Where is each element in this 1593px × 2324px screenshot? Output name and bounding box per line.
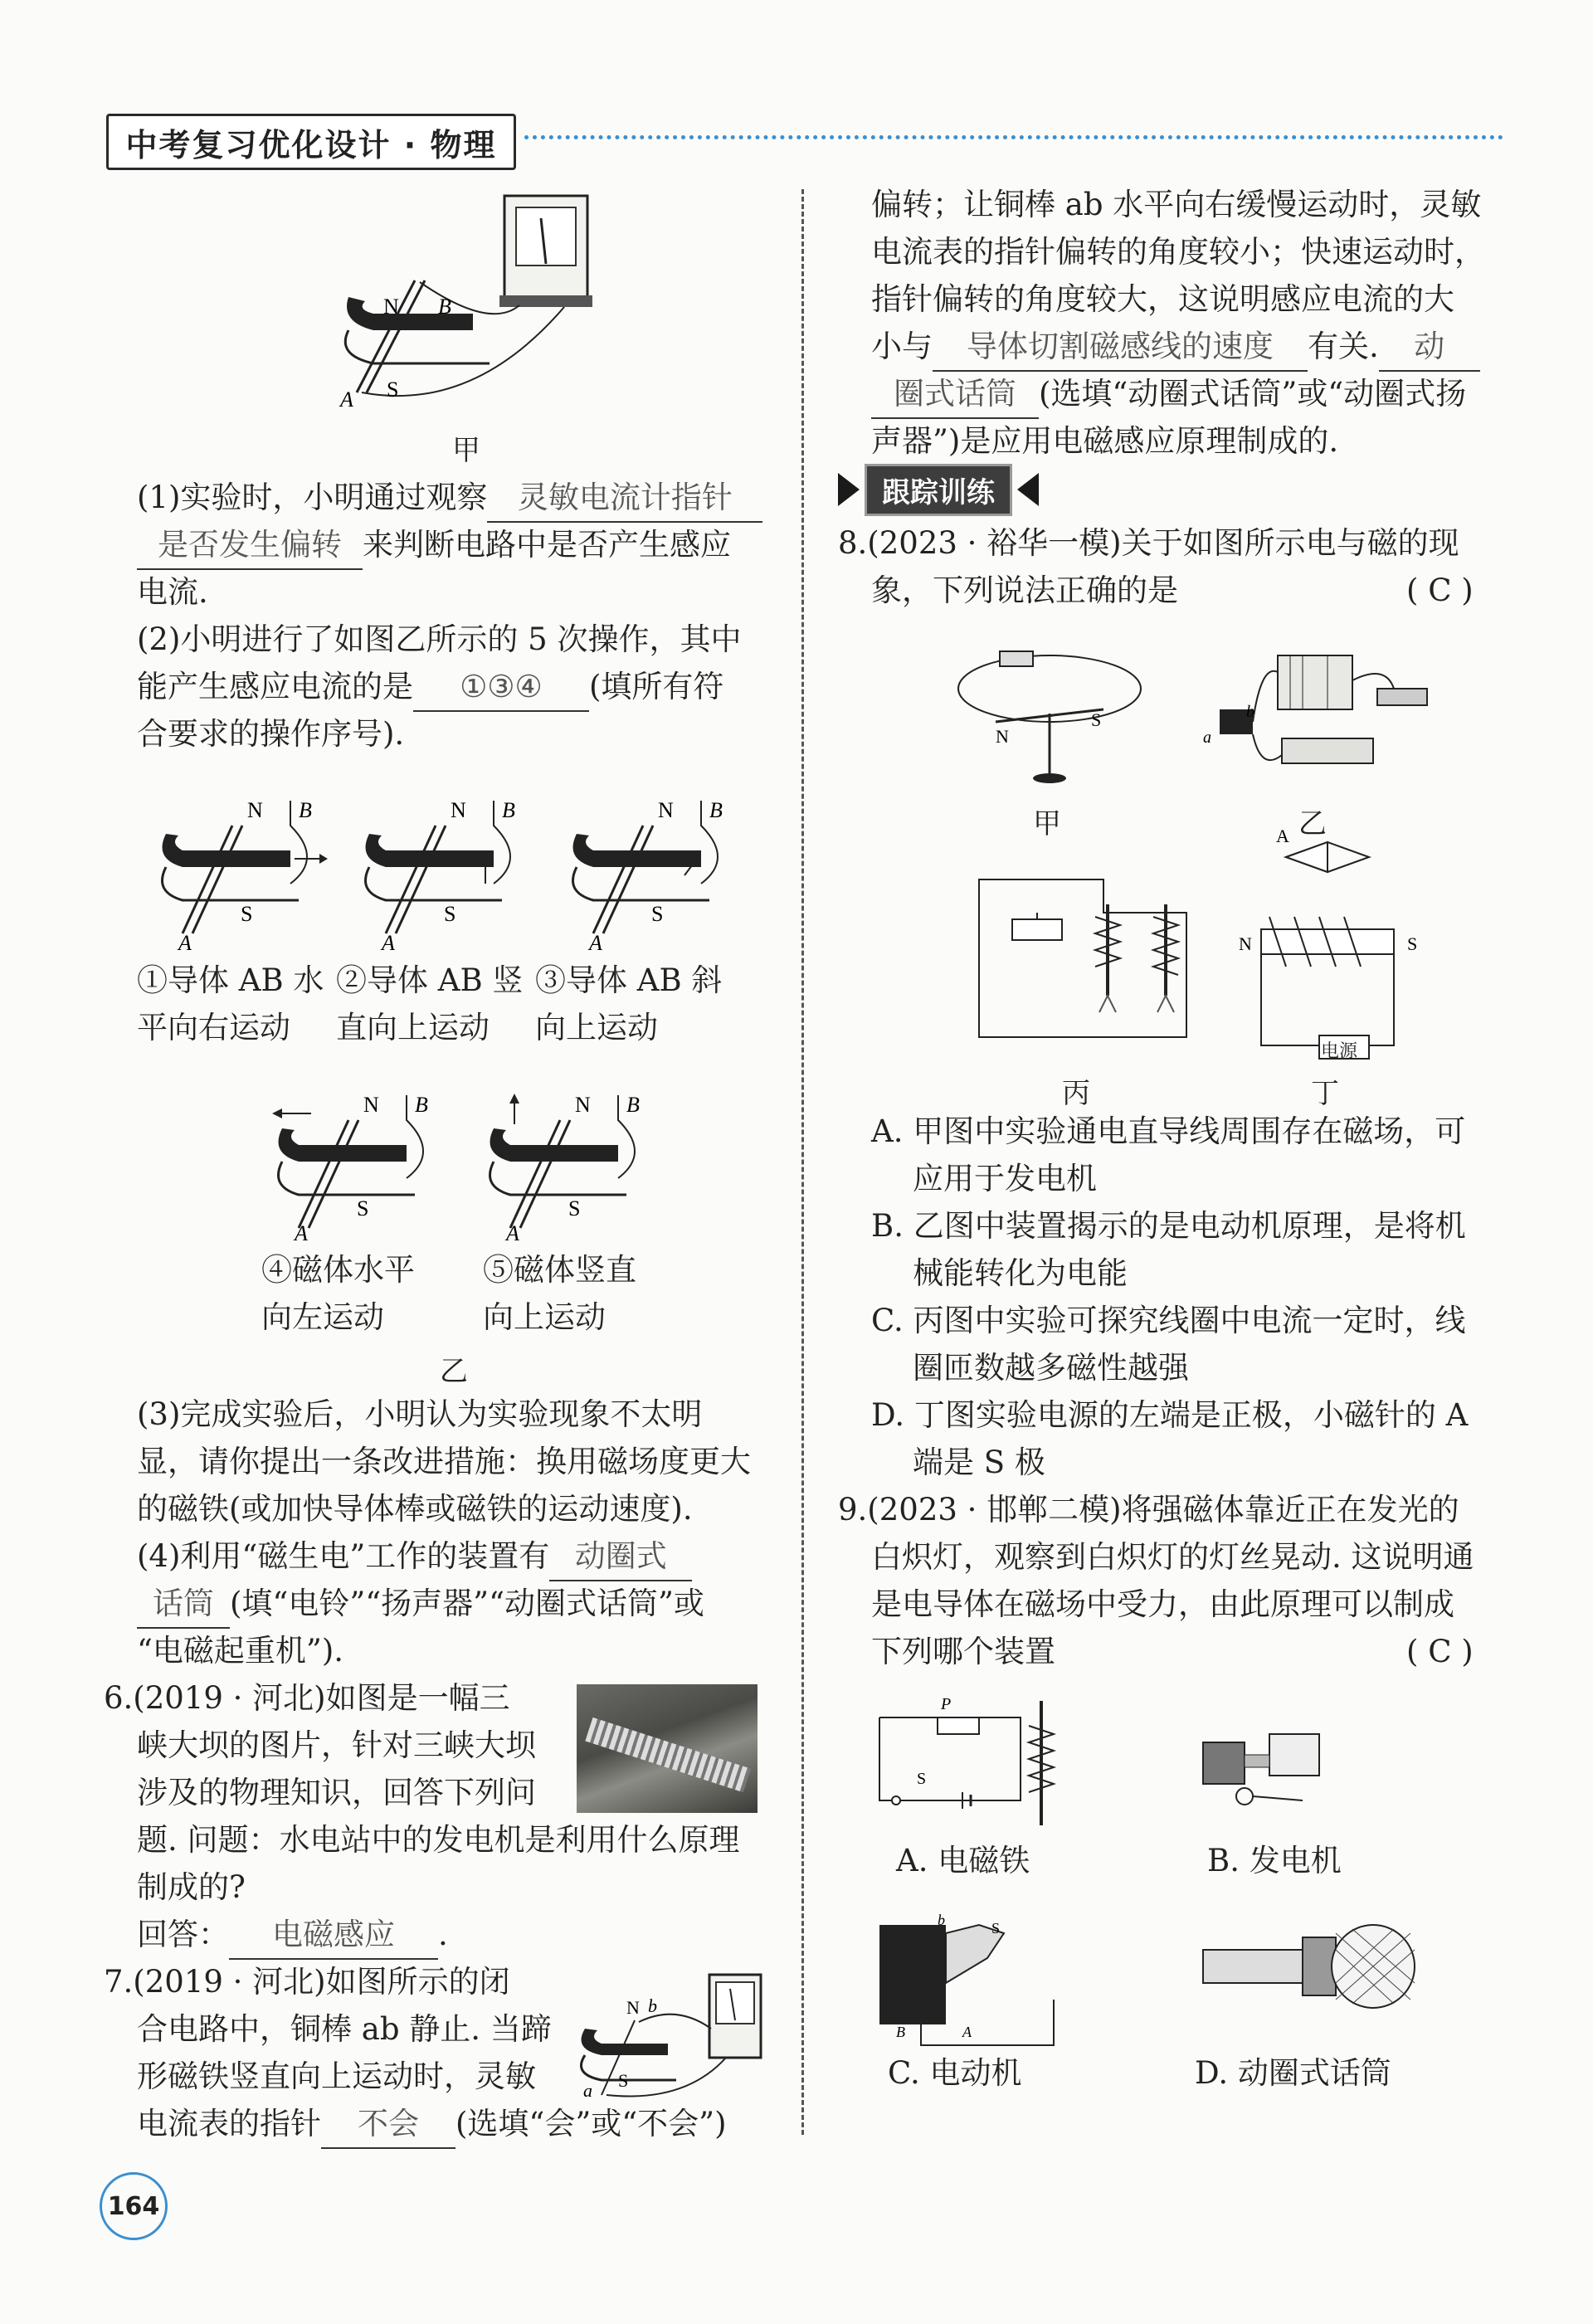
q5-part4-line2: 话筒 (填“电铃”“扬声器”“动圈式话筒”或 (137, 1580, 704, 1629)
q7-right-line2: 电流表的指针偏转的角度较小；快速运动时， (871, 234, 1485, 270)
svg-text:a: a (1203, 728, 1211, 747)
q9-answer: ( C ) (1406, 1634, 1474, 1669)
svg-text:N: N (626, 1997, 640, 2018)
q7-right-line6: 声器”)是应用电磁感应原理制成的. (871, 423, 1339, 459)
svg-text:N: N (363, 1093, 379, 1117)
q9-option-c-label: C. 电动机 (888, 2055, 1022, 2091)
svg-text:a: a (583, 2080, 592, 2101)
q6-line3: 涉及的物理知识，回答下列问 (137, 1775, 536, 1810)
q8-answer: ( C ) (1406, 572, 1474, 608)
column-divider (801, 189, 804, 2135)
q8-power-source-label: 电源 (1321, 1041, 1358, 1062)
q5-part4-line1: (4)利用“磁生电”工作的装置有 动圈式 (137, 1532, 692, 1581)
q8-line2: 象，下列说法正确的是 (871, 572, 1178, 608)
q7-line3: 形磁铁竖直向上运动时，灵敏 (137, 2058, 536, 2094)
figure-jia-caption: 甲 (452, 434, 480, 467)
svg-text:A: A (1276, 826, 1289, 846)
q7-right-line5: 圈式话筒 (选填“动圈式话筒”或“动圈式扬 (871, 370, 1466, 419)
svg-text:N: N (383, 295, 399, 319)
q5-part1-answer-cont: 是否发生偏转 (137, 521, 363, 570)
q7-right-line4: 小与 导体切割磁感线的速度 有关. 动 (871, 323, 1480, 372)
q7-answer3-cont: 圈式话筒 (871, 370, 1039, 419)
q7-right-line3: 指针偏转的角度较大，这说明感应电流的大 (871, 281, 1454, 317)
op2-label: ②导体 AB 竖 直向上运动 (336, 962, 524, 1045)
q8-figures (954, 631, 1552, 1120)
q9-option-b-label: B. 发电机 (1207, 1843, 1342, 1878)
q5-part3-line2: 显，请你提出一条改进措施：换用磁场度更大 (137, 1444, 751, 1479)
q9-line1: 9.(2023 · 邯郸二模)将强磁体靠近正在发光的 (838, 1492, 1459, 1527)
figure-yi-row2 (257, 1087, 655, 1245)
q8-line1: 8.(2023 · 裕华一模)关于如图所示电与磁的现 (838, 525, 1459, 561)
svg-text:N: N (247, 798, 263, 822)
svg-text:B: B (709, 798, 723, 822)
q8-fig-bing-caption: 丙 (1062, 1077, 1090, 1110)
q7-right-line1: 偏转；让铜棒 ab 水平向右缓慢运动时，灵敏 (871, 187, 1482, 222)
page-number: 164 (100, 2172, 168, 2240)
svg-text:S: S (1091, 709, 1102, 730)
q7-answer2: 导体切割磁感线的速度 (933, 323, 1308, 372)
q7-answer1: 不会 (321, 2100, 455, 2149)
op1-label: ①导体 AB 水 平向右运动 (137, 962, 324, 1045)
svg-text:B: B (896, 2024, 905, 2040)
q6-line2: 峡大坝的图片，针对三峡大坝 (137, 1727, 536, 1763)
svg-text:A: A (962, 2024, 972, 2040)
svg-text:A: A (178, 931, 192, 954)
svg-text:S: S (241, 902, 253, 926)
q9-line3: 是电导体在磁场中受力，由此原理可以制成 (871, 1586, 1454, 1622)
banner-right-arrow-icon (838, 473, 860, 506)
q5-part2-answer: ①③④ (413, 663, 589, 712)
q7-line2: 合电路中，铜棒 ab 静止. 当蹄 (137, 2011, 552, 2047)
svg-text:S: S (568, 1196, 581, 1220)
svg-text:S: S (651, 902, 664, 926)
q9-option-d-label: D. 动圈式话筒 (1195, 2055, 1391, 2091)
svg-text:S: S (618, 2070, 629, 2091)
q6-line1: 6.(2019 · 河北)如图是一幅三 (104, 1680, 510, 1716)
svg-text:S: S (444, 902, 456, 926)
q7-answer3: 动 (1379, 323, 1480, 372)
svg-text:b: b (648, 1995, 657, 2016)
svg-text:N: N (575, 1093, 591, 1117)
q9-line4: 下列哪个装置 (871, 1634, 1055, 1669)
banner-label: 跟踪训练 (865, 464, 1012, 516)
op4-label: ④磁体水平 向左运动 (261, 1252, 415, 1335)
q5-part2-line2: 能产生感应电流的是 ①③④ (填所有符 (137, 663, 723, 712)
header-dotted-rule (524, 135, 1503, 139)
svg-text:P: P (941, 1695, 952, 1713)
q9-option-a-label: A. 电磁铁 (896, 1843, 1030, 1878)
q7-apparatus (568, 1971, 767, 2103)
q5-part3-line3: 的磁铁(或加快导体棒或磁铁的运动速度). (137, 1491, 693, 1527)
svg-text:A: A (382, 931, 395, 954)
q6-answer-line: 回答： 电磁感应 . (137, 1911, 448, 1960)
q8-fig-ding-caption: 丁 (1311, 1077, 1339, 1110)
svg-text:A: A (295, 1221, 308, 1245)
svg-text:B: B (299, 798, 312, 822)
three-gorges-dam-photo (577, 1684, 758, 1813)
q8-option-a: A. 甲图中实验通电直导线周围存在磁场，可 应用于发电机 (871, 1113, 1466, 1196)
op3-label: ③导体 AB 斜 向上运动 (535, 962, 723, 1045)
q8-fig-jia-caption: 甲 (1033, 807, 1061, 840)
svg-text:N: N (996, 726, 1009, 747)
figure-yi-row1 (141, 792, 755, 954)
q5-part2-line3: 合要求的操作序号). (137, 716, 405, 752)
q5-part1-line2: 是否发生偏转 来判断电路中是否产生感应 (137, 521, 731, 570)
q5-part1-line1: (1)实验时，小明通过观察 灵敏电流计指针 (137, 474, 762, 523)
q5-part4-line3: “电磁起重机”). (137, 1633, 344, 1669)
q7-line4: 电流表的指针 不会 (选填“会”或“不会”) (137, 2100, 727, 2149)
banner-left-arrow-icon (1017, 473, 1039, 506)
q8-option-b: B. 乙图中装置揭示的是电动机原理，是将机 械能转化为电能 (871, 1208, 1466, 1291)
q6-line4: 题. 问题：水电站中的发电机是利用什么原理 (137, 1822, 740, 1858)
svg-text:A: A (340, 387, 353, 412)
svg-text:A: A (506, 1221, 519, 1245)
q6-answer: 电磁感应 (229, 1911, 438, 1960)
svg-text:S: S (387, 378, 399, 402)
q8-option-c: C. 丙图中实验可探究线圈中电流一定时，线 圈匝数越多磁性越强 (871, 1303, 1466, 1386)
q8-fig-yi-caption: 乙 (1298, 807, 1327, 840)
svg-text:S: S (917, 1770, 927, 1788)
q9-line2: 白炽灯，观察到白炽灯的灯丝晃动. 这说明通 (871, 1539, 1474, 1575)
svg-text:A: A (589, 931, 602, 954)
svg-text:N: N (1239, 933, 1252, 954)
q5-part4-answer: 动圈式 (549, 1532, 692, 1581)
svg-text:S: S (1407, 933, 1418, 954)
q5-part2-line1: (2)小明进行了如图乙所示的 5 次操作，其中 (137, 621, 742, 657)
svg-text:B: B (438, 295, 451, 319)
q8-option-d: D. 丁图实验电源的左端是正极，小磁针的 A 端是 S 极 (871, 1397, 1469, 1480)
q6-line5: 制成的? (137, 1869, 246, 1905)
q7-line1: 7.(2019 · 河北)如图所示的闭 (104, 1964, 510, 2000)
op5-label: ⑤磁体竖直 向上运动 (483, 1252, 636, 1335)
svg-text:N: N (451, 798, 466, 822)
q5-part1-line3: 电流. (137, 574, 208, 610)
section-banner (838, 467, 1039, 512)
svg-text:N: N (658, 798, 674, 822)
svg-text:B: B (626, 1093, 640, 1117)
q5-part4-answer-cont: 话筒 (137, 1580, 230, 1629)
figure-jia-apparatus (324, 189, 622, 430)
svg-text:B: B (415, 1093, 428, 1117)
q5-part3-line1: (3)完成实验后，小明认为实验现象不太明 (137, 1396, 703, 1432)
q5-part1-answer: 灵敏电流计指针 (487, 474, 762, 523)
figure-yi-caption: 乙 (440, 1355, 468, 1388)
svg-text:S: S (991, 1920, 1001, 1937)
svg-text:b: b (1246, 703, 1254, 721)
svg-text:S: S (357, 1196, 369, 1220)
svg-text:B: B (502, 798, 515, 822)
svg-text:b: b (938, 1912, 945, 1928)
book-title: 中考复习优化设计 · 物理 (106, 114, 516, 170)
